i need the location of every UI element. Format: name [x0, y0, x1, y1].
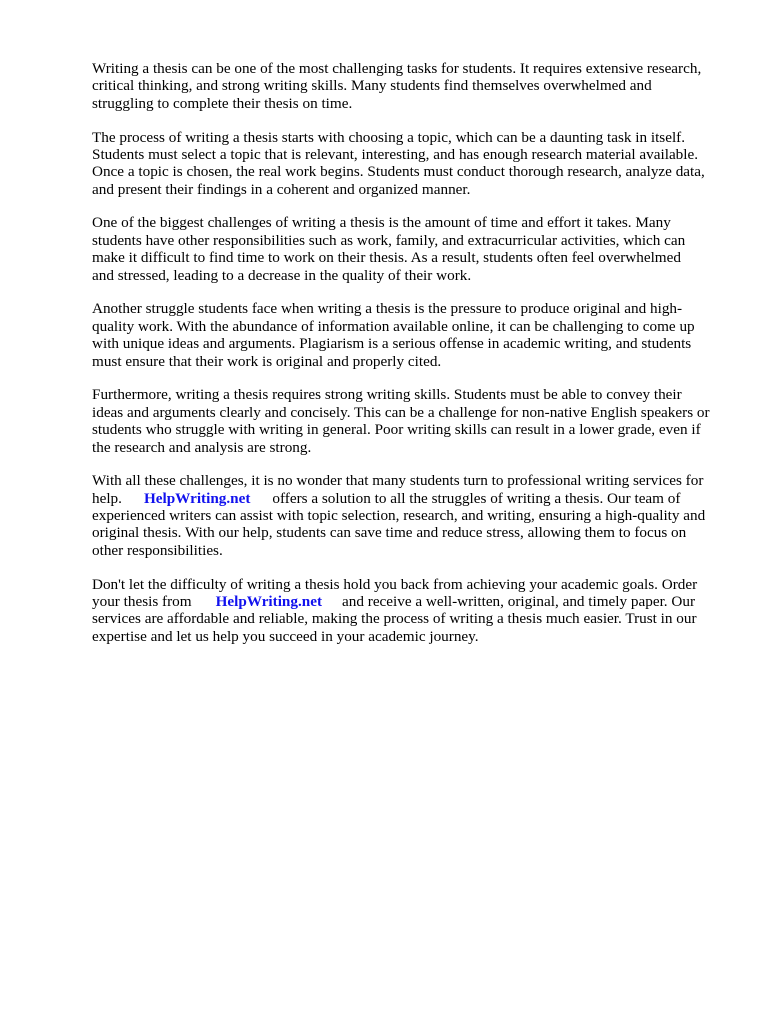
paragraph-time-effort	[92, 214, 728, 284]
text-fragment: your thesis from	[92, 592, 192, 610]
paragraph-intro	[92, 60, 728, 112]
text-line: other responsibilities.	[92, 541, 223, 559]
text-line: with unique ideas and arguments. Plagiarism is a serious offense in academic writing, and students	[92, 335, 692, 353]
text-line: students who struggle with writing in general. Poor writing skills can result in a lower grade, even if	[92, 421, 701, 439]
paragraph-services	[92, 472, 728, 559]
text-line: Don't let the difficulty of writing a thesis hold you back from achieving your academic goals. Order	[92, 575, 698, 593]
text-fragment: and receive a well-written, original, and timely paper. Our	[342, 592, 696, 610]
text-line: One of the biggest challenges of writing a thesis is the amount of time and effort it takes. Many	[92, 214, 671, 232]
paragraph-writing-skills	[92, 386, 728, 456]
text-line: make it difficult to find time to work on their thesis. As a result, students often feel overwhelmed	[92, 249, 681, 267]
text-line: Once a topic is chosen, the real work begins. Students must conduct thorough research, analyze data,	[92, 163, 705, 181]
helpwriting-link[interactable]: HelpWriting.net	[215, 592, 323, 610]
text-line: Writing a thesis can be one of the most challenging tasks for students. It requires extensive research,	[92, 60, 702, 77]
text-fragment: offers a solution to all the struggles of writing a thesis. Our team of	[272, 489, 681, 507]
text-line-with-link	[92, 593, 728, 610]
text-line: With all these challenges, it is no wonder that many students turn to professional writing services for	[92, 472, 704, 490]
text-line: The process of writing a thesis starts with choosing a topic, which can be a daunting task in itself.	[92, 128, 686, 146]
document-page	[92, 60, 728, 661]
paragraph-originality	[92, 300, 728, 370]
text-line: original thesis. With our help, students can save time and reduce stress, allowing them to focus on	[92, 524, 687, 542]
text-line: students have other responsibilities such as work, family, and extracurricular activities, which can	[92, 231, 686, 249]
text-line: Furthermore, writing a thesis requires strong writing skills. Students must be able to convey their	[92, 386, 682, 404]
text-line: critical thinking, and strong writing skills. Many students find themselves overwhelmed and	[92, 77, 652, 95]
text-line: the research and analysis are strong.	[92, 438, 312, 456]
paragraph-call-to-action	[92, 576, 728, 646]
text-fragment: help.	[92, 489, 122, 507]
text-line: and present their findings in a coherent and organized manner.	[92, 180, 471, 198]
text-line-with-link	[92, 490, 728, 507]
text-line: expertise and let us help you succeed in your academic journey.	[92, 627, 479, 645]
text-line: services are affordable and reliable, making the process of writing a thesis much easier. Trust in our	[92, 610, 697, 628]
text-line: ideas and arguments clearly and concisely. This can be a challenge for non-native English speakers or	[92, 403, 710, 421]
paragraph-process	[92, 129, 728, 199]
helpwriting-link[interactable]: HelpWriting.net	[143, 489, 251, 507]
text-line: experienced writers can assist with topic selection, research, and writing, ensuring a high-quality and	[92, 507, 706, 525]
text-line: and stressed, leading to a decrease in the quality of their work.	[92, 266, 472, 284]
text-line: Another struggle students face when writing a thesis is the pressure to produce original and high-	[92, 300, 683, 318]
text-line: Students must select a topic that is relevant, interesting, and has enough research material available.	[92, 145, 699, 163]
text-line: must ensure that their work is original and properly cited.	[92, 352, 442, 370]
text-line: quality work. With the abundance of information available online, it can be challenging to come up	[92, 317, 695, 335]
text-line: struggling to complete their thesis on time.	[92, 94, 353, 112]
